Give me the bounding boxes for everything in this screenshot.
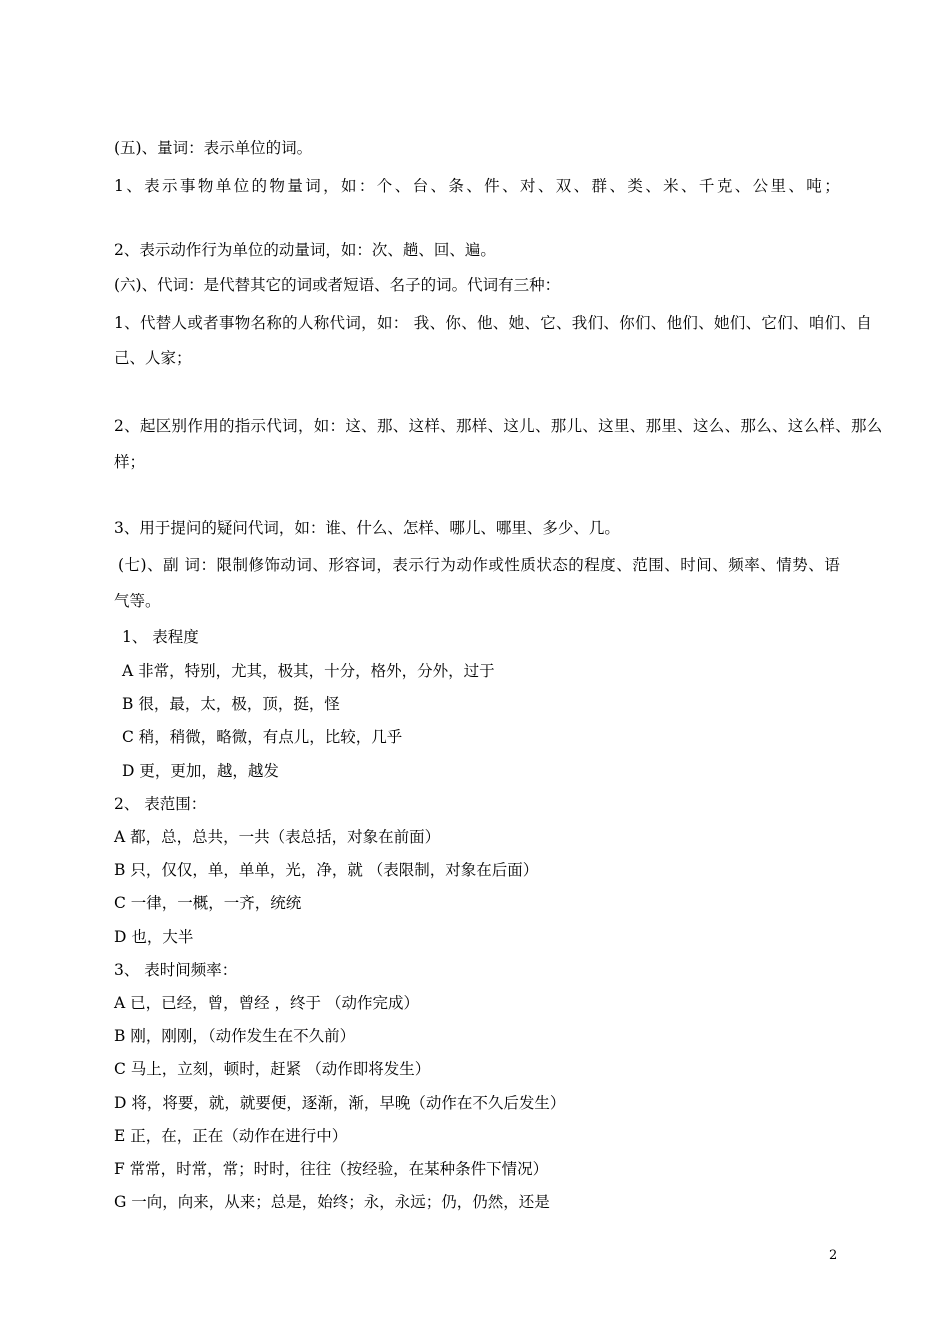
text-line: 2、起区别作用的指示代词，如：这、那、这样、那样、这儿、那儿、这里、那里、这么、那么、这么样、那么 xyxy=(114,417,883,435)
text-line: 己、人家； xyxy=(114,349,192,367)
text-line: 气等。 xyxy=(114,592,161,610)
list-item: E 正，在，正在（动作在进行中） xyxy=(114,1127,348,1145)
list-item: G 一向，向来，从来；总是，始终；永，永远；仍，仍然，还是 xyxy=(114,1193,550,1211)
subheading-degree: 1、 表程度 xyxy=(122,628,199,646)
list-item: C 马上，立刻，顿时，赶紧 （动作即将发生） xyxy=(114,1060,431,1078)
list-item: F 常常，时常，常；时时，往往（按经验，在某种条件下情况） xyxy=(114,1160,549,1178)
list-item: A 都，总，总共，一共（表总括，对象在前面） xyxy=(114,828,441,846)
heading-measure-words: (五)、量词：表示单位的词。 xyxy=(114,139,313,157)
list-item: B 刚，刚刚，（动作发生在不久前） xyxy=(114,1027,356,1045)
heading-adverbs: (七)、副 词：限制修饰动词、形容词，表示行为动作或性质状态的程度、范围、时间、频率、情势、语 xyxy=(118,556,840,574)
list-item: D 将，将要，就，就要便，逐渐，渐，早晚（动作在不久后发生） xyxy=(114,1094,566,1112)
list-item: D 也，大半 xyxy=(114,928,194,946)
list-item: A 非常，特别，尤其，极其，十分，格外，分外，过于 xyxy=(122,662,495,680)
text-line: 样； xyxy=(114,453,146,471)
subheading-scope: 2、 表范围： xyxy=(114,795,207,813)
page-number: 2 xyxy=(829,1248,838,1263)
text-line: 3、用于提问的疑问代词，如：谁、什么、怎样、哪儿、哪里、多少、几。 xyxy=(114,519,620,537)
text-line: 1、表示事物单位的物量词，如：个、台、条、件、对、双、群、类、米、千克、公里、吨； xyxy=(114,177,840,195)
text-line: 2、表示动作行为单位的动量词，如：次、趟、回、遍。 xyxy=(114,241,496,259)
heading-pronouns: (六)、代词：是代替其它的词或者短语、名子的词。代词有三种： xyxy=(114,276,561,294)
text-line: 1、代替人或者事物名称的人称代词，如： 我、你、他、她、它、我们、你们、他们、她们、它们、咱们、自 xyxy=(114,314,872,332)
list-item: B 很，最，太，极，顶，挺，怪 xyxy=(122,695,340,713)
list-item: D 更，更加，越，越发 xyxy=(122,762,279,780)
list-item: C 一律，一概，一齐，统统 xyxy=(114,894,302,912)
subheading-time-frequency: 3、 表时间频率： xyxy=(114,961,238,979)
list-item: B 只，仅仅，单，单单，光，净，就 （表限制，对象在后面） xyxy=(114,861,539,879)
list-item: A 已，已经，曾，曾经 ，终于 （动作完成） xyxy=(114,994,419,1012)
list-item: C 稍，稍微，略微，有点儿，比较，几乎 xyxy=(122,728,403,746)
